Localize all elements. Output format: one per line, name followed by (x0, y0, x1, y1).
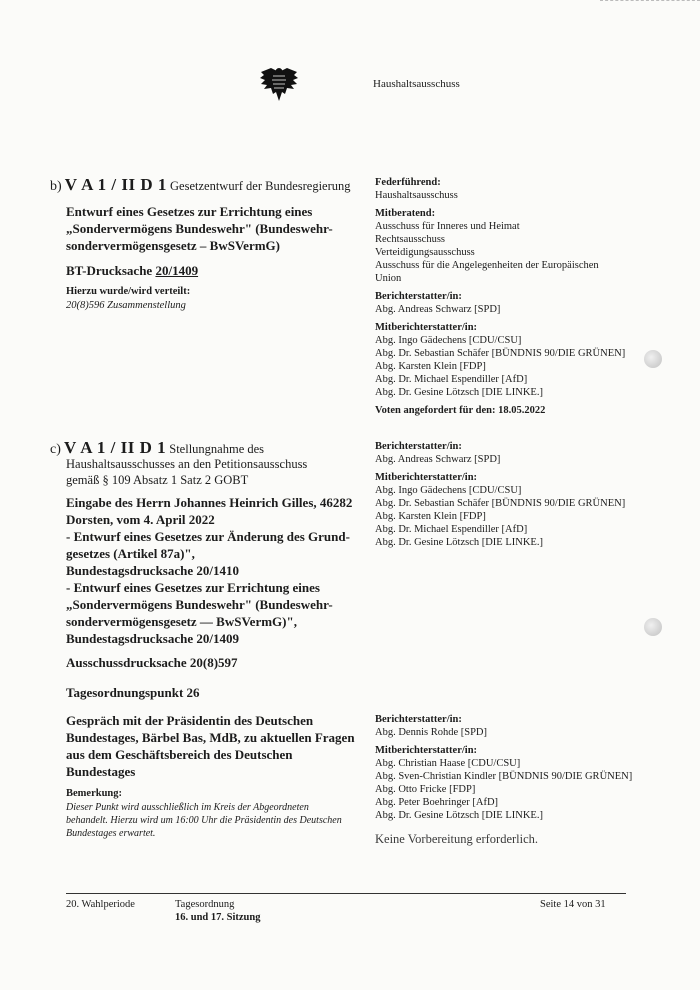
rapporteur-label: Berichterstatter/in: (375, 714, 462, 725)
co-rapporteur: Abg. Dr. Sebastian Schäfer [BÜNDNIS 90/DIE GRÜNEN] (375, 348, 626, 359)
footer-page-number: Seite 14 von 31 (540, 899, 606, 910)
remark-line: Bundestages erwartet. (66, 827, 156, 839)
co-rapporteur: Abg. Sven-Christian Kindler [BÜNDNIS 90/DIE GRÜNEN] (375, 771, 633, 782)
co-rapporteur: Abg. Dr. Gesine Lötzsch [DIE LINKE.] (375, 810, 543, 821)
committee-name: Haushaltsausschuss (373, 78, 460, 90)
title-line: - Entwurf eines Gesetzes zur Änderung des Grund- (66, 529, 350, 544)
title-line: Gespräch mit der Präsidentin des Deutschen (66, 713, 314, 728)
item-b-body (66, 203, 366, 312)
co-rapporteur: Abg. Karsten Klein [FDP] (375, 511, 486, 522)
remark-label: Bemerkung: (66, 788, 122, 799)
footer-agenda-label: Tagesordnung (175, 899, 235, 910)
punch-hole (644, 618, 662, 636)
title-line: Bundestagsdrucksache 20/1410 (66, 563, 239, 578)
title-line: Eingabe des Herrn Johannes Heinrich Gilles, 46282 (66, 495, 353, 510)
co-rapporteur: Abg. Dr. Michael Espendiller [AfD] (375, 374, 528, 385)
title-line: „Sondervermögens Bundeswehr" (Bundeswehr- (66, 597, 333, 612)
item-b-letter: b) (50, 179, 62, 194)
co-rapporteur-label: Mitberichterstatter/in: (375, 745, 478, 756)
item-26-assignments (375, 713, 665, 847)
co-rapporteur: Abg. Otto Fricke [FDP] (375, 784, 476, 795)
punch-hole (644, 350, 662, 368)
title-line: Bundestages, Bärbel Bas, MdB, zu aktuellen Fragen (66, 730, 355, 745)
co-rapporteur: Abg. Dr. Sebastian Schäfer [BÜNDNIS 90/DIE GRÜNEN] (375, 498, 626, 509)
footer-sessions: 16. und 17. Sitzung (175, 912, 261, 923)
drucksache-number: 20/1409 (155, 263, 199, 278)
advising-committee: Rechtsausschuss (375, 234, 445, 245)
drucksache-label: BT-Drucksache (66, 263, 153, 278)
rapporteur-label: Berichterstatter/in: (375, 291, 462, 302)
title-line: sondervermögensgesetz – BwSVermG) (66, 238, 280, 253)
co-rapporteur: Abg. Peter Boehringer [AfD] (375, 797, 499, 808)
co-rapporteur: Abg. Ingo Gädechens [CDU/CSU] (375, 485, 522, 496)
ausschussdrucksache: Ausschussdrucksache 20(8)597 (66, 655, 238, 670)
co-rapporteur: Abg. Dr. Michael Espendiller [AfD] (375, 524, 528, 535)
remark-line: Dieser Punkt wird ausschließlich im Kreis der Abgeordneten (66, 801, 309, 813)
item-c-title (66, 494, 376, 671)
co-rapporteur: Abg. Dr. Gesine Lötzsch [DIE LINKE.] (375, 537, 543, 548)
item-b-heading (50, 175, 351, 195)
item-c-heading (50, 438, 264, 458)
scan-edge-mark (600, 0, 700, 4)
item-b-title (66, 203, 366, 254)
item-c-type-line: gemäß § 109 Absatz 1 Satz 2 GOBT (66, 473, 249, 487)
co-rapporteur: Abg. Christian Haase [CDU/CSU] (375, 758, 521, 769)
agenda-item-heading: Tagesordnungspunkt 26 (66, 685, 200, 700)
title-line: sondervermögensgesetz — BwSVermG)", (66, 614, 297, 629)
title-line: Bundestagsdrucksache 20/1409 (66, 631, 239, 646)
item-c-letter: c) (50, 442, 61, 457)
rapporteur-label: Berichterstatter/in: (375, 441, 462, 452)
item-26-remark (66, 787, 376, 840)
title-line: Dorsten, vom 4. April 2022 (66, 512, 215, 527)
co-rapporteur: Abg. Dr. Gesine Lötzsch [DIE LINKE.] (375, 387, 543, 398)
rapporteur: Abg. Andreas Schwarz [SPD] (375, 454, 501, 465)
footer-divider (66, 893, 626, 894)
title-line: aus dem Geschäftsbereich des Deutschen (66, 747, 293, 762)
item-c-assignments (375, 440, 655, 549)
remark-line: behandelt. Hierzu wird um 16:00 Uhr die Präsidentin des Deutschen (66, 814, 342, 826)
co-rapporteur: Abg. Ingo Gädechens [CDU/CSU] (375, 335, 522, 346)
item-b-code: V A 1 / II D 1 (64, 175, 167, 194)
title-line: Entwurf eines Gesetzes zur Errichtung eines (66, 204, 313, 219)
title-line: gesetzes (Artikel 87a)", (66, 546, 195, 561)
lead-committee: Haushaltsausschuss (375, 190, 458, 201)
item-26-title (66, 712, 376, 780)
item-b-drucksache (66, 262, 366, 279)
footer-agenda (175, 898, 261, 924)
lead-label: Federführend: (375, 177, 441, 188)
preparation-note: Keine Vorbereitung erforderlich. (375, 832, 539, 846)
advising-committee: Union (375, 273, 402, 284)
rapporteur: Abg. Andreas Schwarz [SPD] (375, 304, 501, 315)
footer-period: 20. Wahlperiode (66, 899, 135, 910)
title-line: Bundestages (66, 764, 136, 779)
advising-committee: Verteidigungsausschuss (375, 247, 475, 258)
co-rapporteur-label: Mitberichterstatter/in: (375, 322, 478, 333)
distributed-label: Hierzu wurde/wird verteilt: (66, 286, 191, 297)
item-c-type (66, 456, 366, 488)
item-b-type: Gesetzentwurf der Bundesregierung (170, 179, 351, 193)
advising-committee: Ausschuss für die Angelegenheiten der Europäischen (375, 260, 599, 271)
co-rapporteur: Abg. Karsten Klein [FDP] (375, 361, 486, 372)
item-c-code: V A 1 / II D 1 (64, 438, 167, 457)
votes-deadline: Voten angefordert für den: 18.05.2022 (375, 405, 546, 416)
item-c-type-line: Stellungnahme des (169, 442, 265, 456)
rapporteur: Abg. Dennis Rohde [SPD] (375, 727, 487, 738)
item-c-type-line: Haushaltsausschusses an den Petitionsausschuss (66, 457, 308, 471)
co-rapporteur-label: Mitberichterstatter/in: (375, 472, 478, 483)
title-line: „Sondervermögens Bundeswehr" (Bundeswehr- (66, 221, 333, 236)
federal-eagle-logo (258, 64, 300, 104)
advising-label: Mitberatend: (375, 208, 436, 219)
advising-committee: Ausschuss für Inneres und Heimat (375, 221, 520, 232)
item-b-assignments (375, 176, 655, 417)
distributed-value: 20(8)596 Zusammenstellung (66, 299, 186, 311)
title-line: - Entwurf eines Gesetzes zur Errichtung eines (66, 580, 320, 595)
